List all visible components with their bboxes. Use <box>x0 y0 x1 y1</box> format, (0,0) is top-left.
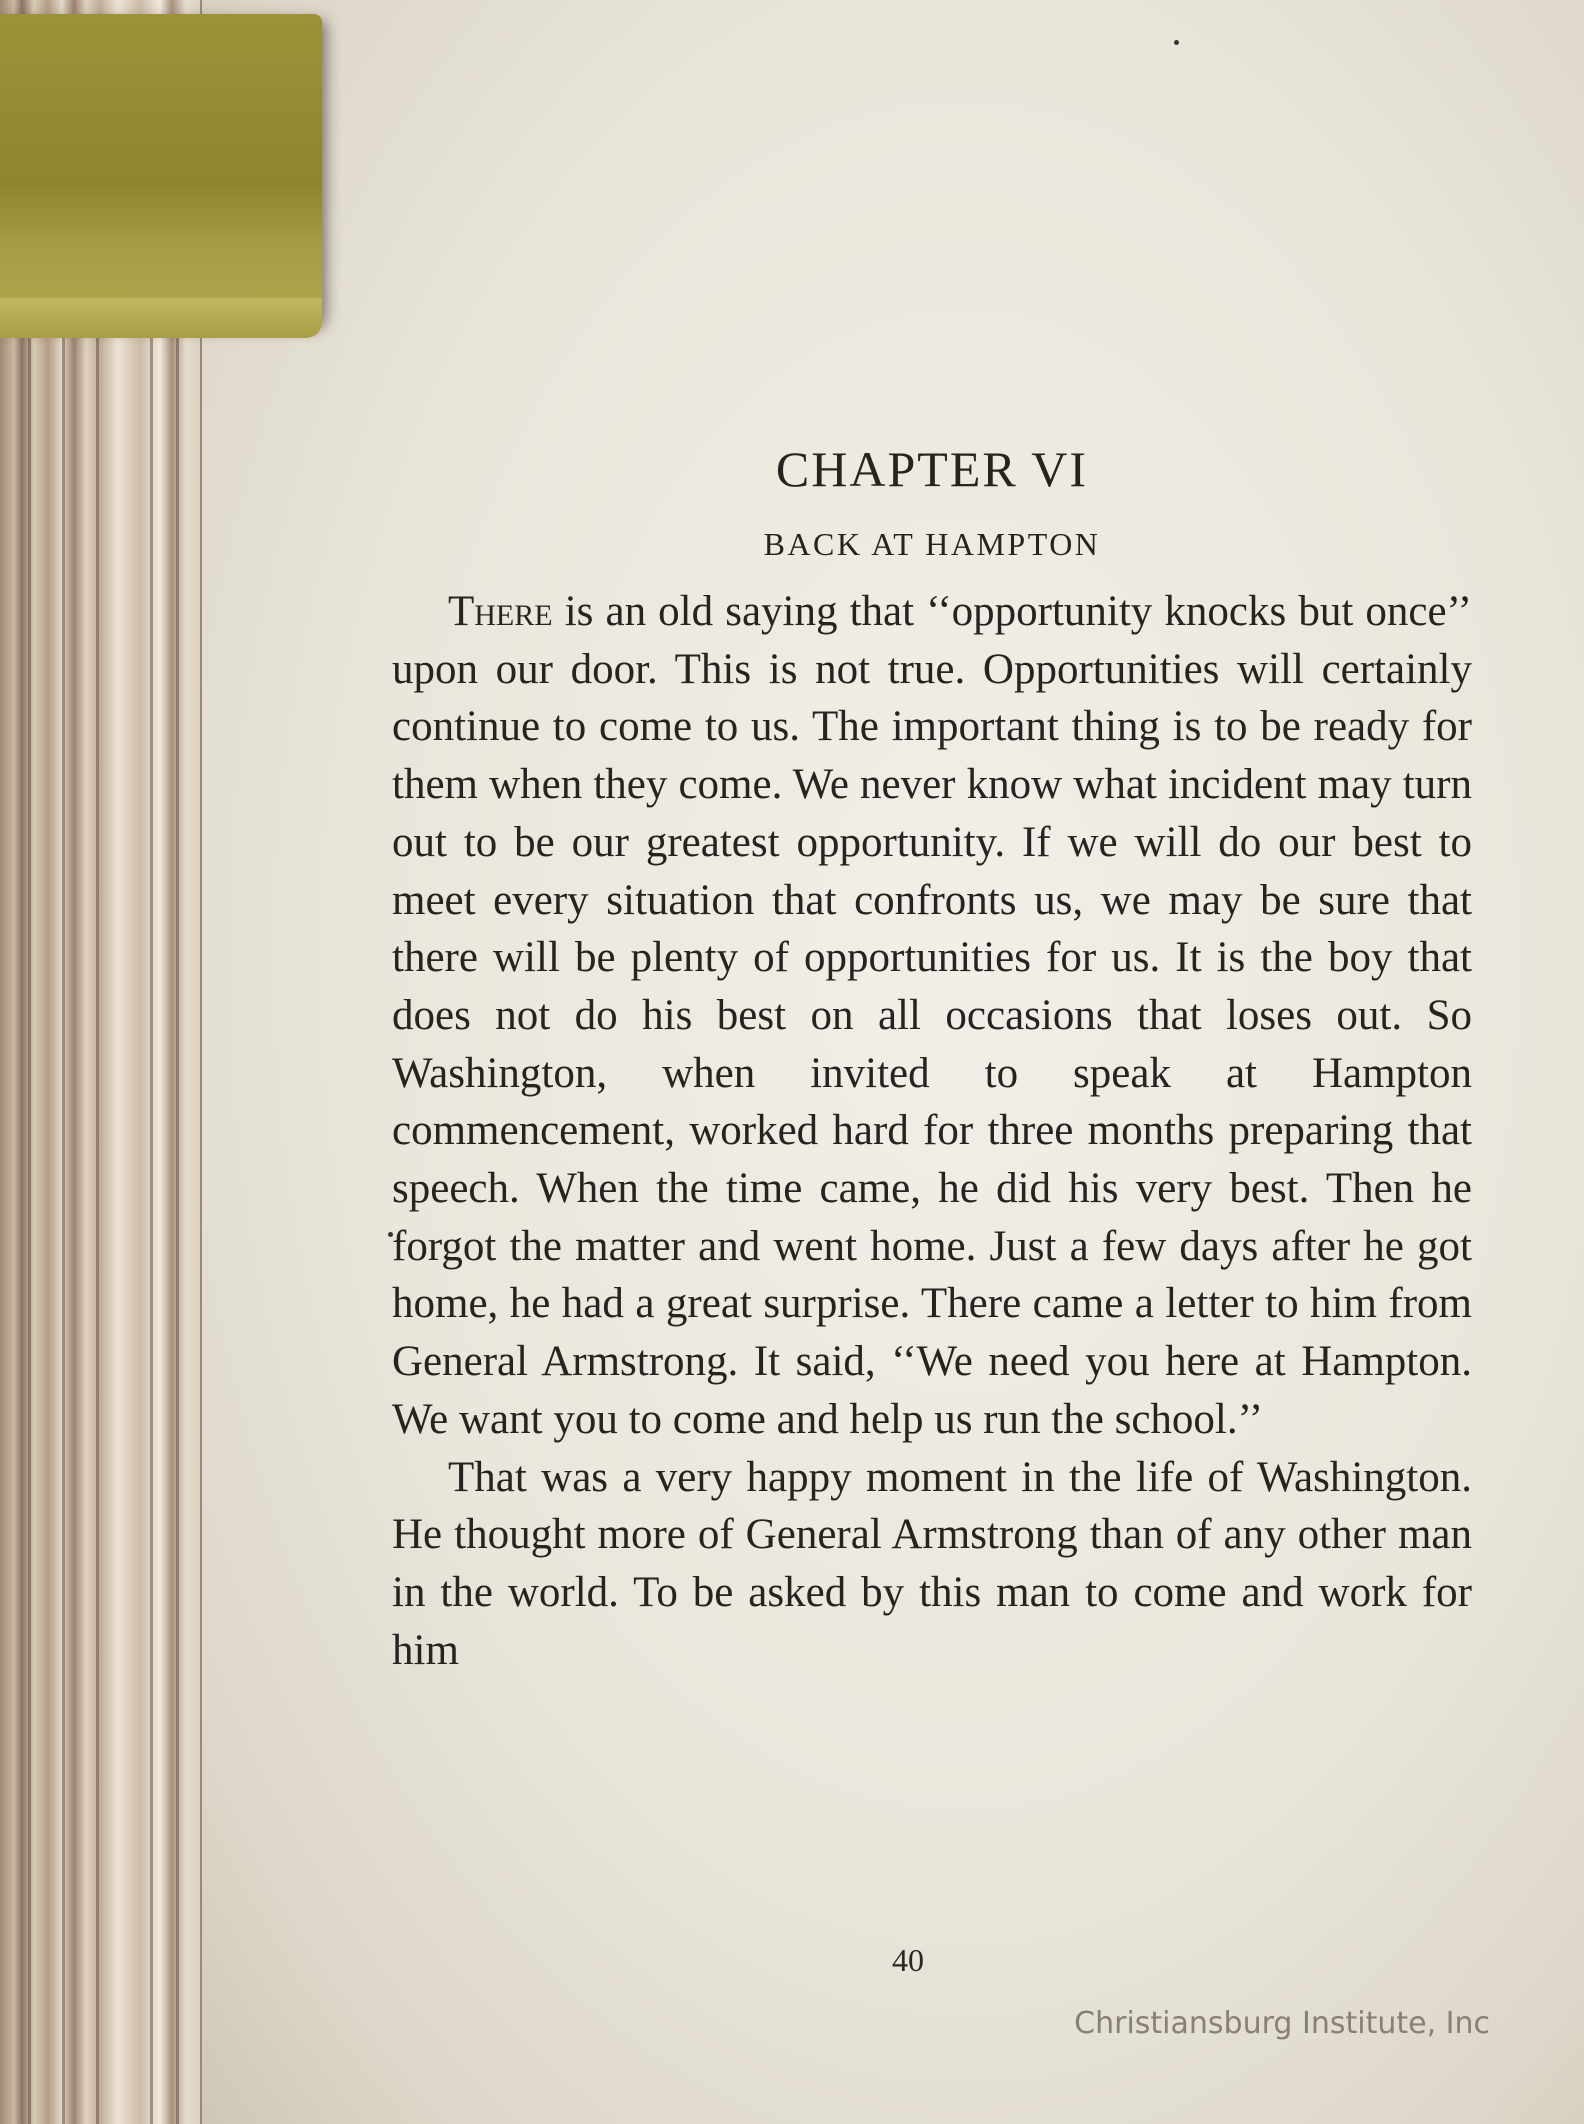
paragraph-1 <box>392 583 1472 1449</box>
edge-line <box>96 330 99 2124</box>
paragraph-lead-word: There <box>448 588 553 635</box>
page-number: 40 <box>892 1942 924 1978</box>
edge-line <box>28 330 31 2124</box>
edge-line <box>62 330 65 2124</box>
edge-line <box>176 330 179 2124</box>
paper-speck <box>1174 40 1179 45</box>
book-page <box>200 0 1584 2124</box>
watermark: Christiansburg Institute, Inc <box>1074 2006 1490 2041</box>
bookmark-fold <box>0 298 322 338</box>
chapter-subtitle: BACK AT HAMPTON <box>763 526 1101 562</box>
paragraph-text: That was a very happy moment in the life of Washington. He thought more of General Armstrong than of any other man in the world. To be asked by this man to come and work for him <box>392 1453 1472 1674</box>
paragraph-2 <box>392 1449 1472 1680</box>
edge-line <box>150 330 153 2124</box>
page-text <box>392 440 1472 1679</box>
bookmark-ribbon <box>0 14 322 324</box>
paragraph-text: is an old saying that ‘‘opportunity knocks but once’’ upon our door. This is not true. Opportunities will certainly continue to come to us. The important thing is to be ready for them when they come. We never know what incident may turn out to be our greatest opportunity. If we will do our best to meet every situation that confronts us, we may be sure that there will be plenty of opportunities for us. It is the boy that does not do his best on all occasions that loses out. So Washington, when invited to speak at Hampton commencement, worked hard for three months preparing that speech. When the time came, he did his very best. Then he forgot the matter and went home. Just a few days after he got home, he had a great surprise. There came a letter to him from General Armstrong. It said, ‘‘We need you here at Hampton. We want you to come and help us run the school.’’ <box>392 588 1472 1443</box>
chapter-title: CHAPTER VI <box>775 441 1089 497</box>
